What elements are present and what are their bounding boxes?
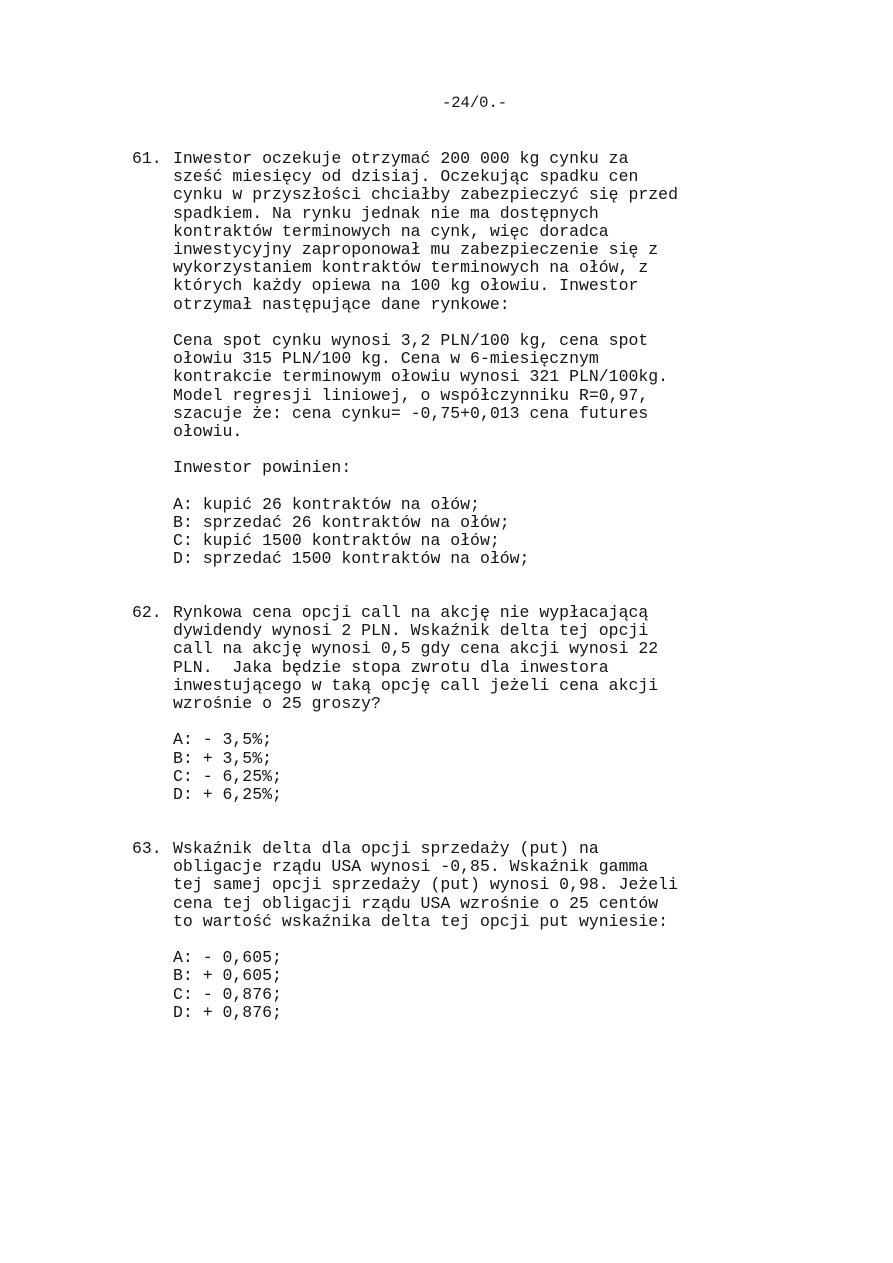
stem-line: Rynkowa cena opcji call na akcję nie wypłacającą xyxy=(173,603,649,622)
stem-line: cynku w przyszłości chciałby zabezpieczyć się przed xyxy=(173,185,678,205)
stem-line: obligacje rządu USA wynosi -0,85. Wskaźnik gamma xyxy=(173,857,649,877)
answer-option: A: - 3,5%; xyxy=(173,730,273,750)
stem-line: których każdy opiewa na 100 kg ołowiu. Inwestor xyxy=(173,276,639,296)
answer-option: C: - 0,876; xyxy=(173,984,282,1004)
answer-option: C: - 6,25%; xyxy=(173,766,282,786)
data-line: Cena spot cynku wynosi 3,2 PLN/100 kg, cena spot xyxy=(173,331,649,351)
answer-option: A: - 0,605; xyxy=(173,948,282,968)
stem-line: otrzymał następujące dane rynkowe: xyxy=(173,294,510,314)
question-body xyxy=(173,840,752,1022)
stem-line: kontraktów terminowych na cynk, więc doradca xyxy=(173,221,609,241)
answer-list xyxy=(173,949,752,1022)
data-line: kontrakcie terminowym ołowiu wynosi 321 PLN/100kg. xyxy=(173,367,669,387)
answer-list xyxy=(173,731,752,804)
question-stem xyxy=(173,150,752,314)
question-number: 62. xyxy=(132,603,162,622)
data-line: ołowiu. xyxy=(173,422,243,442)
stem-line: sześć miesięcy od dzisiaj. Oczekując spadku cen xyxy=(173,167,639,187)
stem-line: call na akcję wynosi 0,5 gdy cena akcji wynosi 22 xyxy=(173,639,659,659)
question-prompt: Inwestor powinien: xyxy=(173,458,352,478)
question-stem xyxy=(173,604,752,713)
stem-line: to wartość wskaźnika delta tej opcji put wyniesie: xyxy=(173,911,669,931)
question-number: 63. xyxy=(132,839,162,858)
stem-line: inwestycyjny zaproponował mu zabezpieczenie się z xyxy=(173,240,659,260)
stem-line: inwestującego w taką opcję call jeżeli cena akcji xyxy=(173,675,659,695)
answer-option: B: + 3,5%; xyxy=(173,748,273,768)
question-62 xyxy=(132,604,752,804)
stem-line: cena tej obligacji rządu USA wzrośnie o 25 centów xyxy=(173,893,659,913)
data-line: Model regresji liniowej, o współczynniku R=0,97, xyxy=(173,385,649,405)
question-number: 61. xyxy=(132,149,162,168)
answer-option: D: + 0,876; xyxy=(173,1002,282,1022)
question-body xyxy=(173,604,752,804)
page-number: -24/0.- xyxy=(441,94,508,112)
question-stem xyxy=(173,840,752,931)
answer-option: A: kupić 26 kontraktów na ołów; xyxy=(173,494,480,514)
answer-option: B: + 0,605; xyxy=(173,966,282,986)
stem-line: tej samej opcji sprzedaży (put) wynosi 0,98. Jeżeli xyxy=(173,875,678,895)
stem-line: wykorzystaniem kontraktów terminowych na ołów, z xyxy=(173,258,649,278)
stem-line: dywidendy wynosi 2 PLN. Wskaźnik delta tej opcji xyxy=(173,621,649,641)
stem-line: Wskaźnik delta dla opcji sprzedaży (put) na xyxy=(173,839,599,858)
market-data xyxy=(173,332,752,441)
question-61 xyxy=(132,150,752,569)
data-line: szacuje że: cena cynku= -0,75+0,013 cena futures xyxy=(173,403,649,423)
question-body xyxy=(173,150,752,569)
stem-line: spadkiem. Na rynku jednak nie ma dostępnych xyxy=(173,203,599,223)
answer-option: D: sprzedać 1500 kontraktów na ołów; xyxy=(173,549,530,569)
answer-option: D: + 6,25%; xyxy=(173,785,282,805)
stem-line: PLN. Jaka będzie stopa zwrotu dla inwestora xyxy=(173,657,609,677)
answer-option: B: sprzedać 26 kontraktów na ołów; xyxy=(173,513,510,533)
answer-option: C: kupić 1500 kontraktów na ołów; xyxy=(173,531,500,551)
stem-line: Inwestor oczekuje otrzymać 200 000 kg cynku za xyxy=(173,149,629,168)
data-line: ołowiu 315 PLN/100 kg. Cena w 6-miesięcznym xyxy=(173,349,599,369)
answer-list xyxy=(173,496,752,569)
question-63 xyxy=(132,840,752,1022)
stem-line: wzrośnie o 25 groszy? xyxy=(173,694,381,714)
